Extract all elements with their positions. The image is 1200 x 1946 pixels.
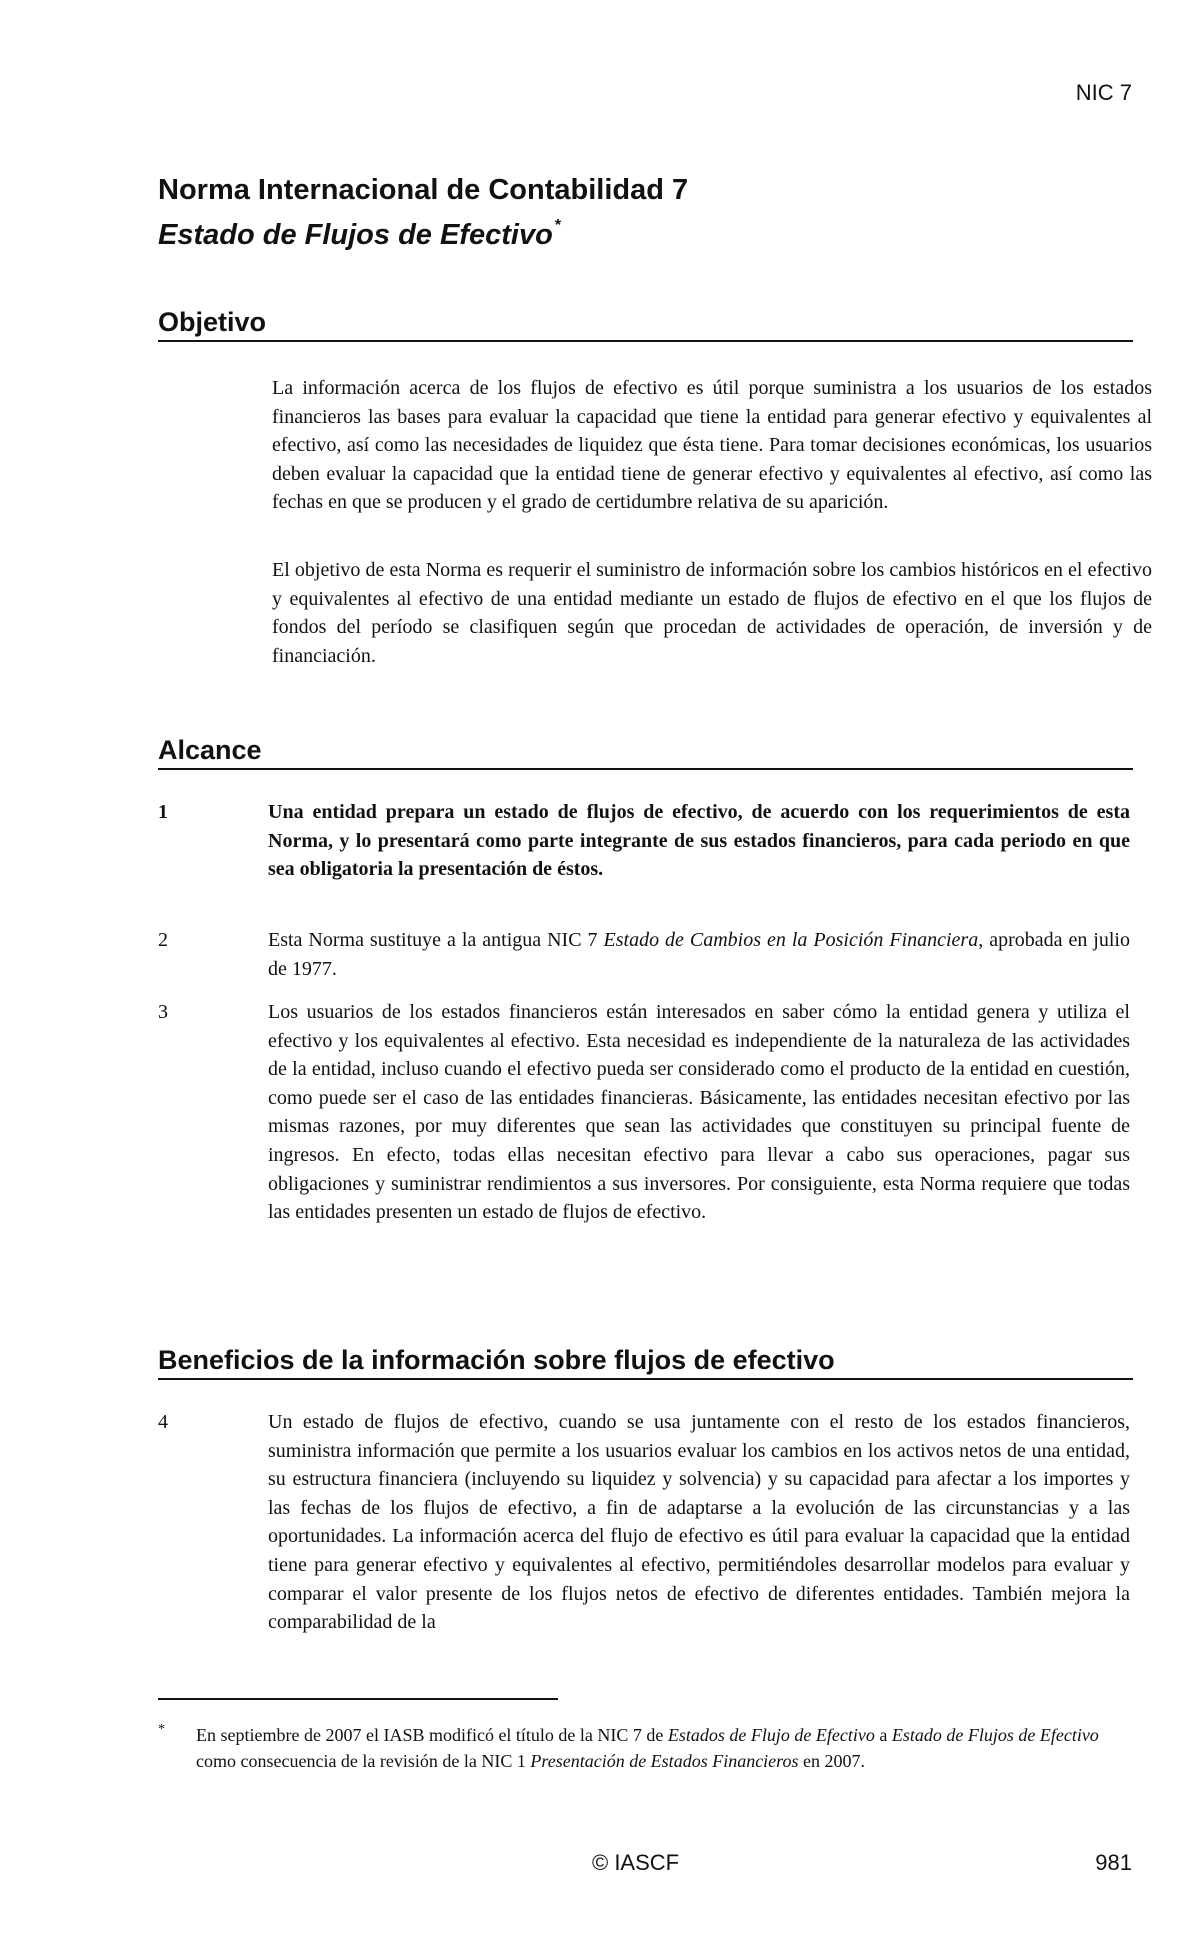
paragraph-2-text-b: , aprobada en julio de 1977. — [268, 929, 1130, 980]
paragraph-2-text — [268, 926, 1130, 983]
paragraph-number-3: 3 — [158, 1001, 168, 1023]
footnote-italic-2: Estado de Flujos de Efectivo — [891, 1725, 1099, 1745]
section-heading-beneficios: Beneficios de la información sobre flujos de efectivo — [158, 1344, 1133, 1380]
section-heading-objetivo: Objetivo — [158, 306, 1133, 342]
section-heading-alcance: Alcance — [158, 734, 1133, 770]
footnote-part-4: en 2007. — [798, 1751, 866, 1771]
paragraph-4-text: Un estado de flujos de efectivo, cuando se usa juntamente con el resto de los estados financieros, suministra información que permite a los usuarios evaluar los cambios en los activos netos de una entidad, su estructura financiera (incluyendo su liquidez y solvencia) y su capacidad para afectar a los importes y las fechas de los flujos de efectivo, a fin de adaptarse a la evolución de las circunstancias y a las oportunidades. La información acerca del flujo de efectivo es útil para evaluar la capacidad que la entidad tiene para generar efectivo y equivalentes al efectivo, permitiéndoles desarrollar modelos para evaluar y comparar el valor presente de los flujos netos de efectivo de diferentes entidades. También mejora la comparabilidad de la — [268, 1411, 1130, 1634]
footnote-part-2: a — [874, 1725, 892, 1745]
objetivo-paragraph-1: La información acerca de los flujos de efectivo es útil porque suministra a los usuarios de los estados financieros las bases para evaluar la capacidad que tiene la entidad para generar efectivo y equivalentes al efectivo, así como las necesidades de liquidez que ésta tiene. Para tomar decisiones económicas, los usuarios deben evaluar la capacidad que la entidad tiene de generar efectivo y equivalentes al efectivo, así como las fechas en que se producen y el grado de certidumbre relativa de su aparición. — [272, 377, 1152, 514]
footnote-divider — [158, 1698, 558, 1700]
paragraph-1-text: Una entidad prepara un estado de flujos de efectivo, de acuerdo con los requerimientos de esta Norma, y lo presentará como parte integrante de sus estados financieros, para cada periodo en que sea obligatoria la presentación de éstos. — [268, 801, 1130, 881]
footnote-italic-3: Presentación de Estados Financieros — [530, 1751, 799, 1771]
document-title: Norma Internacional de Contabilidad 7 — [158, 174, 689, 206]
footer-page-number: 981 — [1095, 1850, 1132, 1875]
footnote-mark: * — [158, 1722, 165, 1737]
paragraph-2-italic-title: Estado de Cambios en la Posición Financiera — [603, 929, 979, 951]
footer-copyright: © IASCF — [592, 1850, 680, 1875]
footnote-italic-1: Estados de Flujo de Efectivo — [667, 1725, 875, 1745]
paragraph-3-text: Los usuarios de los estados financieros están interesados en saber cómo la entidad genera y utiliza el efectivo y los equivalentes al efectivo. Esta necesidad es independiente de la naturaleza de las actividades de la entidad, incluso cuando el efectivo pueda ser considerado como el producto de la entidad en cuestión, como puede ser el caso de las entidades financieras. Básicamente, las entidades necesitan efectivo por las mismas razones, por muy diferentes que sean las actividades que constituyen su principal fuente de ingresos. En efecto, todas ellas necesitan efectivo para llevar a cabo sus operaciones, pagar sus obligaciones y suministrar rendimientos a sus inversores. Por consiguiente, esta Norma requiere que todas las entidades presenten un estado de flujos de efectivo. — [268, 1001, 1130, 1224]
footnote-part-3: como consecuencia de la revisión de la NIC 1 — [196, 1751, 531, 1771]
paragraph-number-4: 4 — [158, 1411, 168, 1433]
footnote-part-1: En septiembre de 2007 el IASB modificó el título de la NIC 7 de — [196, 1725, 668, 1745]
paragraph-2-text-a: Esta Norma sustituye a la antigua NIC 7 — [268, 929, 604, 951]
paragraph-number-2: 2 — [158, 929, 168, 951]
paragraph-number-1: 1 — [158, 801, 168, 823]
objetivo-paragraph-2: El objetivo de esta Norma es requerir el suministro de información sobre los cambios históricos en el efectivo y equivalentes al efectivo de una entidad mediante un estado de flujos de efectivo en el que los flujos de fondos del período se clasifiquen según que procedan de actividades de operación, de inversión y de financiación. — [272, 559, 1152, 667]
header-standard-label: NIC 7 — [1075, 80, 1132, 105]
subtitle-text: Estado de Flujos de Efectivo — [158, 219, 553, 251]
subtitle-footnote-mark: * — [554, 217, 562, 234]
footnote-text — [196, 1722, 1131, 1774]
document-subtitle — [158, 208, 561, 253]
